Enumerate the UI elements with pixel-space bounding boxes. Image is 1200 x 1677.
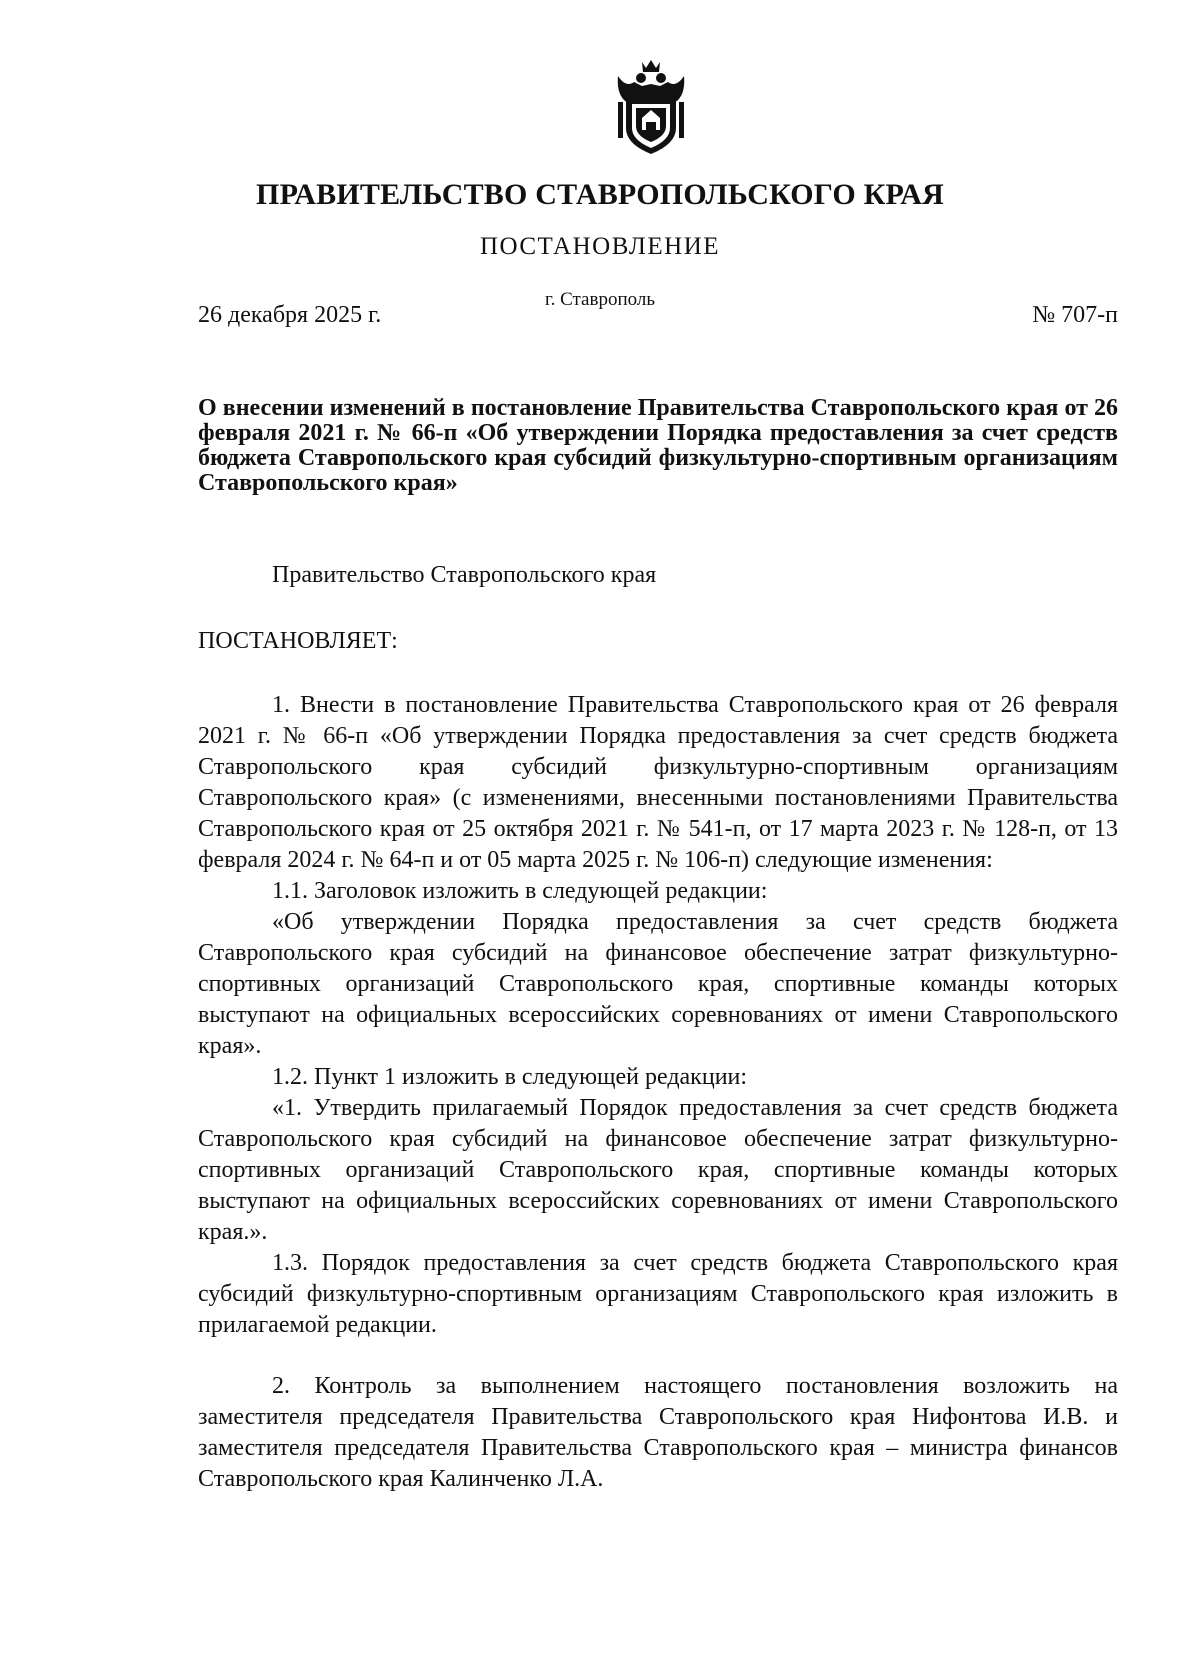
document-title: О внесении изменений в постановление Правительства Ставропольского края от 26 февраля 2021 г. № 66-п «Об утверждении Порядка предоставления за счет средств бюджета Ставропольского края субсидий физкультурно-спортивным организациям Ставропольского края» xyxy=(198,395,1118,496)
document-date: 26 декабря 2025 г. xyxy=(198,302,382,328)
organization-heading: ПРАВИТЕЛЬСТВО СТАВРОПОЛЬСКОГО КРАЯ xyxy=(256,178,944,211)
coat-of-arms-icon xyxy=(612,58,690,158)
paragraph-2: 2. Контроль за выполнением настоящего постановления возложить на заместителя председателя Правительства Ставропольского края Нифонтова И.В. и заместителя председателя Правительства Ставропольского края – министра финансов Ставропольского края Калинченко Л.А. xyxy=(198,1373,1118,1492)
paragraph-1-1-text: «Об утверждении Порядка предоставления за счет средств бюджета Ставропольского края субсидий на финансовое обеспечение затрат физкультурно-спортивных организаций Ставропольского края, спортивные команды которых выступают на официальных всероссийских соревнованиях от имени Ставропольского края». xyxy=(198,909,1118,1059)
paragraph-1-2: 1.2. Пункт 1 изложить в следующей редакции: xyxy=(272,1064,748,1090)
paragraph-1-3: 1.3. Порядок предоставления за счет средств бюджета Ставропольского края субсидий физкультурно-спортивным организациям Ставропольского края изложить в прилагаемой редакции. xyxy=(198,1250,1118,1338)
paragraph-1: 1. Внести в постановление Правительства Ставропольского края от 26 февраля 2021 г. № 66-п «Об утверждении Порядка предоставления за счет средств бюджета Ставропольского края субсидий физкультурно-спортивным организациям Ставропольского края» (с изменениями, внесенными постановлениями Правительства Ставропольского края от 25 октября 2021 г. № 541-п, от 17 марта 2023 г. № 128-п, от 13 февраля 2024 г. № 64-п и от 05 марта 2025 г. № 106-п) следующие изменения: xyxy=(198,692,1118,873)
document-city: г. Ставрополь xyxy=(544,289,656,310)
paragraph-1-1: 1.1. Заголовок изложить в следующей редакции: xyxy=(272,878,768,904)
document-type: ПОСТАНОВЛЕНИЕ xyxy=(479,233,721,260)
document-body xyxy=(198,690,1118,1495)
resolves-heading: ПОСТАНОВЛЯЕТ: xyxy=(198,628,398,654)
document-number: № 707-п xyxy=(1032,302,1118,328)
preamble: Правительство Ставропольского края xyxy=(272,562,657,588)
paragraph-1-2-text: «1. Утвердить прилагаемый Порядок предоставления за счет средств бюджета Ставропольского края субсидий на финансовое обеспечение затрат физкультурно-спортивных организаций Ставропольского края, спортивные команды которых выступают на официальных всероссийских соревнованиях от имени Ставропольского края.». xyxy=(198,1095,1118,1245)
